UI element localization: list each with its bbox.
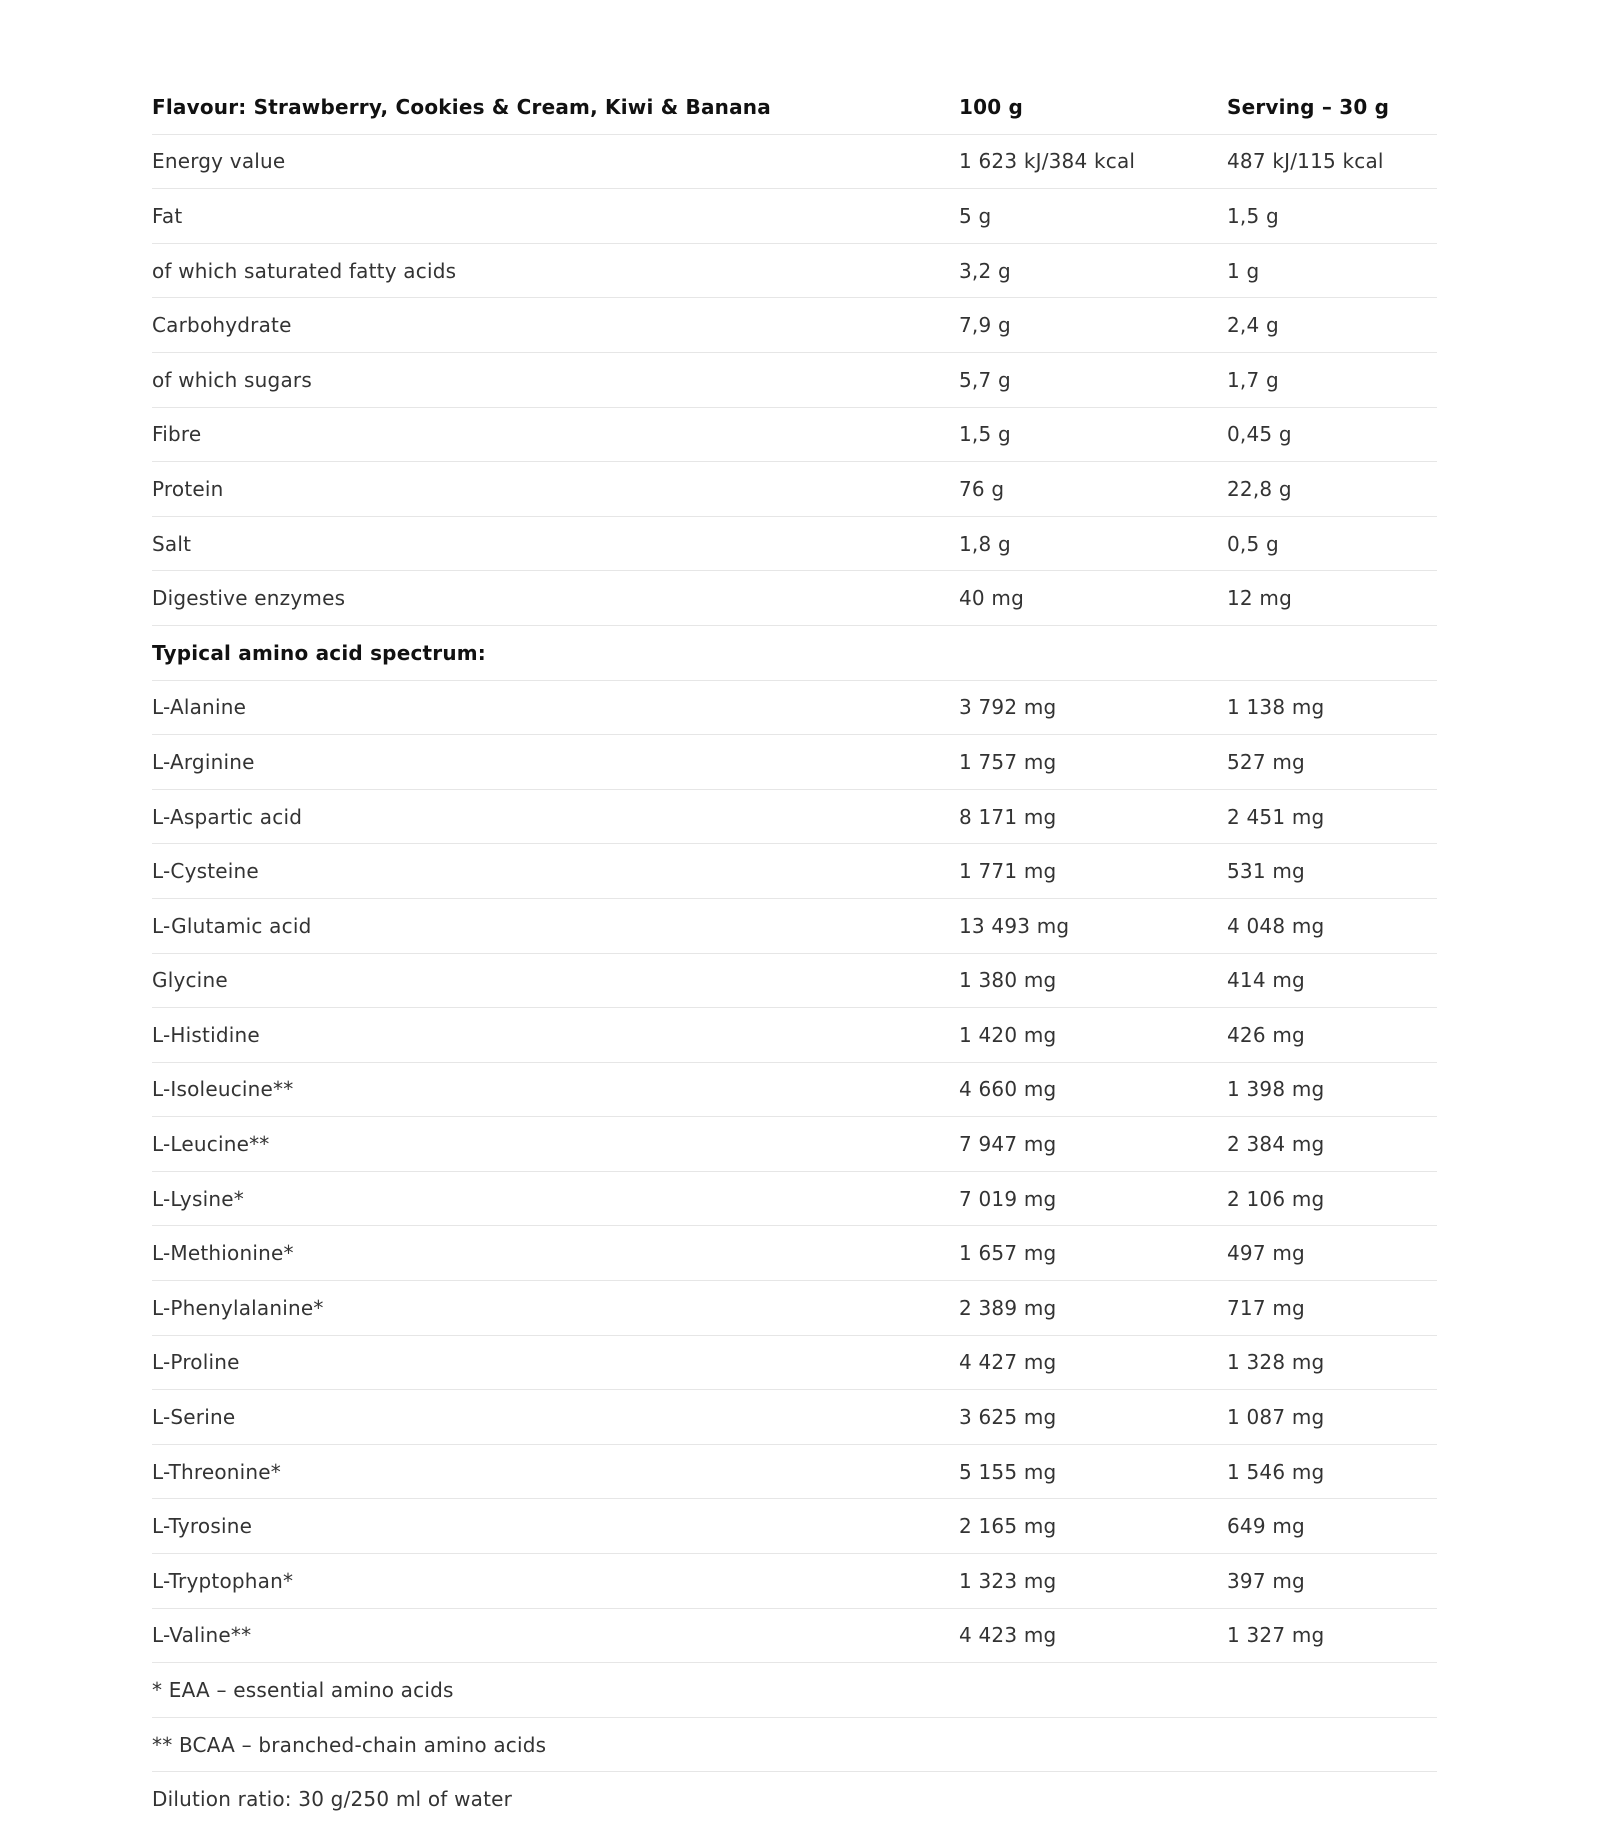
nutrient-name: Fibre [152,407,959,462]
table-row [152,1281,1437,1336]
amino-acid-name: L-Threonine* [152,1444,959,1499]
value-per-serving: 414 mg [1227,953,1437,1008]
table-header-row [152,80,1437,134]
amino-section-title: Typical amino acid spectrum: [152,625,959,680]
nutrient-name: of which saturated fatty acids [152,243,959,298]
amino-acid-name: L-Tyrosine [152,1499,959,1554]
footnote-eaa: * EAA – essential amino acids [152,1663,1437,1718]
amino-acid-name: L-Tryptophan* [152,1554,959,1609]
nutrient-name: of which sugars [152,352,959,407]
value-per-serving: 12 mg [1227,571,1437,626]
value-per-100g: 8 171 mg [959,789,1227,844]
amino-acid-name: L-Isoleucine** [152,1062,959,1117]
table-row [152,516,1437,571]
header-per-100g: 100 g [959,80,1227,134]
table-row [152,1171,1437,1226]
table-row [152,352,1437,407]
value-per-serving: 531 mg [1227,844,1437,899]
table-row [152,1335,1437,1390]
empty-cell [1227,625,1437,680]
footnote-row [152,1663,1437,1718]
nutrient-name: Digestive enzymes [152,571,959,626]
amino-acid-name: L-Glutamic acid [152,898,959,953]
table-row [152,735,1437,790]
header-flavour: Flavour: Strawberry, Cookies & Cream, Kiwi & Banana [152,80,959,134]
value-per-serving: 2,4 g [1227,298,1437,353]
table-row [152,1608,1437,1663]
value-per-100g: 7 947 mg [959,1117,1227,1172]
value-per-serving: 426 mg [1227,1008,1437,1063]
value-per-serving: 0,5 g [1227,516,1437,571]
value-per-serving: 22,8 g [1227,462,1437,517]
value-per-100g: 2 389 mg [959,1281,1227,1336]
table-row [152,243,1437,298]
value-per-100g: 4 427 mg [959,1335,1227,1390]
table-row [152,1444,1437,1499]
table-row [152,1117,1437,1172]
value-per-serving: 1 g [1227,243,1437,298]
amino-acid-name: L-Leucine** [152,1117,959,1172]
table-row [152,680,1437,735]
value-per-100g: 3 625 mg [959,1390,1227,1445]
nutrient-name: Fat [152,189,959,244]
value-per-serving: 4 048 mg [1227,898,1437,953]
amino-section-row [152,625,1437,680]
value-per-100g: 1 771 mg [959,844,1227,899]
value-per-100g: 7,9 g [959,298,1227,353]
table-row [152,298,1437,353]
table-row [152,407,1437,462]
value-per-100g: 4 423 mg [959,1608,1227,1663]
value-per-100g: 4 660 mg [959,1062,1227,1117]
value-per-serving: 1,7 g [1227,352,1437,407]
value-per-100g: 1,5 g [959,407,1227,462]
value-per-100g: 3,2 g [959,243,1227,298]
table-row [152,1062,1437,1117]
table-row [152,1390,1437,1445]
value-per-serving: 497 mg [1227,1226,1437,1281]
table-row [152,898,1437,953]
value-per-100g: 5 155 mg [959,1444,1227,1499]
amino-acid-name: L-Serine [152,1390,959,1445]
value-per-serving: 397 mg [1227,1554,1437,1609]
nutrient-name: Carbohydrate [152,298,959,353]
value-per-serving: 2 451 mg [1227,789,1437,844]
value-per-100g: 1 323 mg [959,1554,1227,1609]
empty-cell [959,625,1227,680]
footnote-bcaa: ** BCAA – branched-chain amino acids [152,1717,1437,1772]
table-row [152,1226,1437,1281]
amino-acid-name: Glycine [152,953,959,1008]
value-per-serving: 1 327 mg [1227,1608,1437,1663]
value-per-100g: 1 657 mg [959,1226,1227,1281]
table-row [152,189,1437,244]
amino-acid-name: L-Alanine [152,680,959,735]
value-per-serving: 487 kJ/115 kcal [1227,134,1437,189]
value-per-100g: 5 g [959,189,1227,244]
nutrition-table [152,80,1437,1826]
amino-acid-name: L-Proline [152,1335,959,1390]
table-row [152,462,1437,517]
value-per-100g: 1 757 mg [959,735,1227,790]
footnote-row [152,1772,1437,1826]
value-per-serving: 1 398 mg [1227,1062,1437,1117]
value-per-100g: 1,8 g [959,516,1227,571]
value-per-serving: 0,45 g [1227,407,1437,462]
value-per-serving: 527 mg [1227,735,1437,790]
value-per-100g: 40 mg [959,571,1227,626]
value-per-serving: 1 087 mg [1227,1390,1437,1445]
amino-acid-name: L-Methionine* [152,1226,959,1281]
table-row [152,1499,1437,1554]
table-row [152,953,1437,1008]
table-row [152,571,1437,626]
value-per-100g: 1 420 mg [959,1008,1227,1063]
amino-acid-name: L-Aspartic acid [152,789,959,844]
table-row [152,789,1437,844]
value-per-serving: 2 106 mg [1227,1171,1437,1226]
nutrient-name: Energy value [152,134,959,189]
value-per-serving: 2 384 mg [1227,1117,1437,1172]
value-per-serving: 1 546 mg [1227,1444,1437,1499]
value-per-100g: 13 493 mg [959,898,1227,953]
amino-acid-name: L-Histidine [152,1008,959,1063]
footnote-row [152,1717,1437,1772]
dilution-ratio: Dilution ratio: 30 g/250 ml of water [152,1787,513,1812]
header-serving: Serving – 30 g [1227,80,1437,134]
amino-acid-name: L-Lysine* [152,1171,959,1226]
nutrient-name: Protein [152,462,959,517]
amino-acid-name: L-Valine** [152,1608,959,1663]
table-row [152,844,1437,899]
value-per-100g: 76 g [959,462,1227,517]
nutrient-name: Salt [152,516,959,571]
value-per-100g: 3 792 mg [959,680,1227,735]
value-per-100g: 1 380 mg [959,953,1227,1008]
value-per-100g: 5,7 g [959,352,1227,407]
value-per-100g: 2 165 mg [959,1499,1227,1554]
value-per-serving: 649 mg [1227,1499,1437,1554]
table-row [152,1008,1437,1063]
amino-acid-name: L-Phenylalanine* [152,1281,959,1336]
table-row [152,1554,1437,1609]
amino-acid-name: L-Cysteine [152,844,959,899]
value-per-100g: 7 019 mg [959,1171,1227,1226]
value-per-serving: 1 328 mg [1227,1335,1437,1390]
value-per-serving: 717 mg [1227,1281,1437,1336]
table-row [152,134,1437,189]
amino-acid-name: L-Arginine [152,735,959,790]
value-per-100g: 1 623 kJ/384 kcal [959,134,1227,189]
value-per-serving: 1,5 g [1227,189,1437,244]
value-per-serving: 1 138 mg [1227,680,1437,735]
